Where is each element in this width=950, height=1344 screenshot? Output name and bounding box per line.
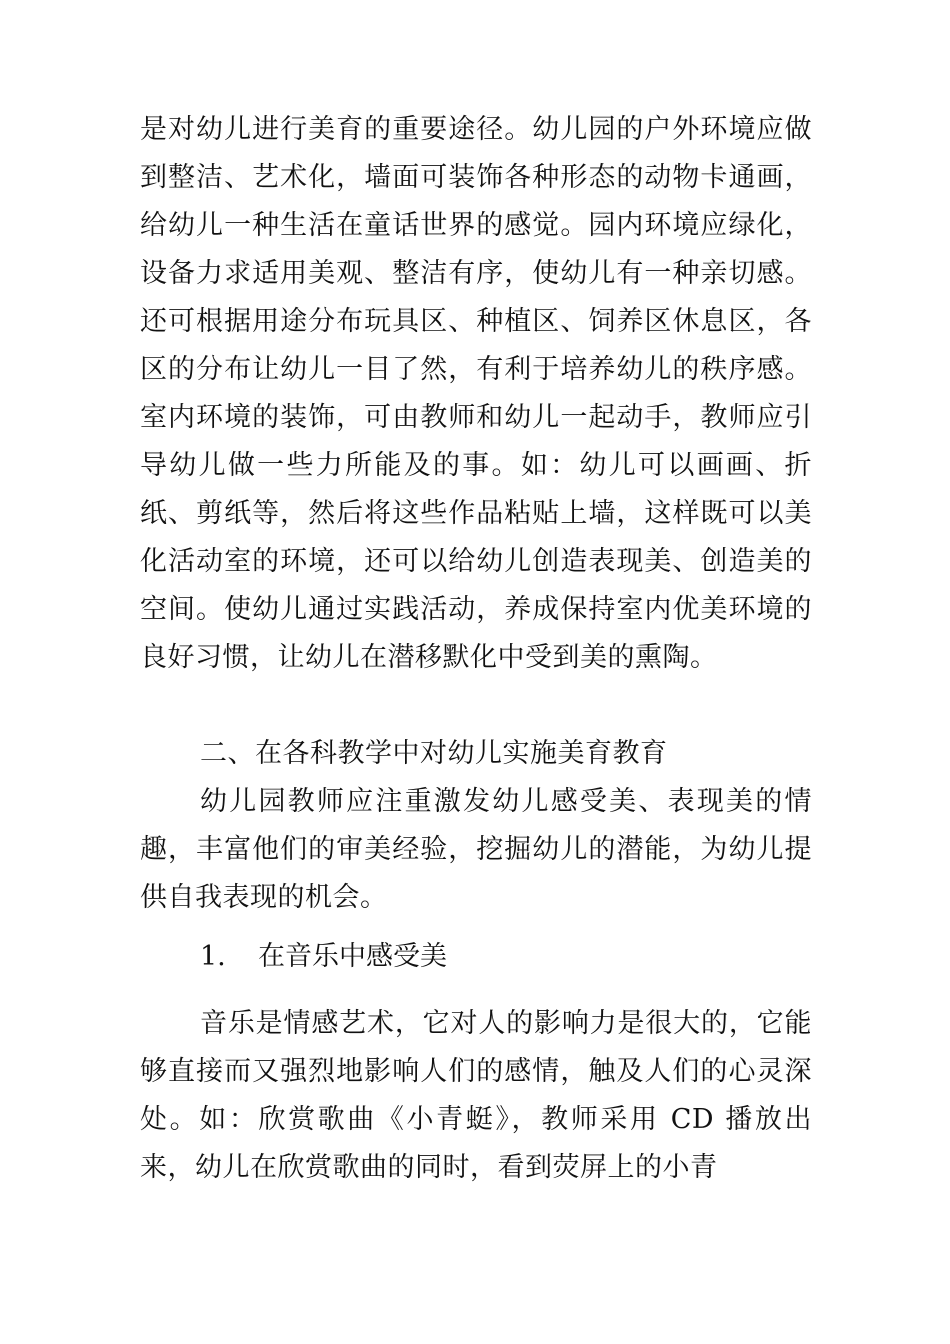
paragraph-text: 幼儿园教师应注重激发幼儿感受美、表现美的情趣，丰富他们的审美经验，挖掘幼儿的潜能，为幼儿提供自我表现的机会。	[140, 786, 812, 913]
body-paragraph-music	[140, 1000, 812, 1192]
numbered-subheading	[200, 933, 447, 981]
list-item-text: 在音乐中感受美	[258, 941, 447, 972]
body-paragraph-intro	[140, 778, 812, 922]
section-heading	[140, 730, 812, 778]
paragraph-text: 是对幼儿进行美育的重要途径。幼儿园的户外环境应做到整洁、艺术化，墙面可装饰各种形态的动物卡通画，给幼儿一种生活在童话世界的感觉。园内环境应绿化，设备力求适用美观、整洁有序，使幼儿有一种亲切感。还可根据用途分布玩具区、种植区、饲养区休息区，各区的分布让幼儿一目了然，有利于培养幼儿的秩序感。室内环境的装饰，可由教师和幼儿一起动手，教师应引导幼儿做一些力所能及的事。如：幼儿可以画画、折纸、剪纸等，然后将这些作品粘贴上墙，这样既可以美化活动室的环境，还可以给幼儿创造表现美、创造美的空间。使幼儿通过实践活动，养成保持室内优美环境的良好习惯，让幼儿在潜移默化中受到美的熏陶。	[140, 114, 812, 673]
body-paragraph-environment	[140, 106, 812, 682]
paragraph-text: 音乐是情感艺术，它对人的影响力是很大的，它能够直接而又强烈地影响人们的感情，触及人们的心灵深处。如：欣赏歌曲《小青蜓》，教师采用 CD 播放出来，幼儿在欣赏歌曲的同时，看到荧屏上的小青	[140, 1008, 812, 1183]
list-number: 1.	[200, 941, 226, 972]
heading-text: 二、在各科教学中对幼儿实施美育教育	[200, 738, 668, 769]
